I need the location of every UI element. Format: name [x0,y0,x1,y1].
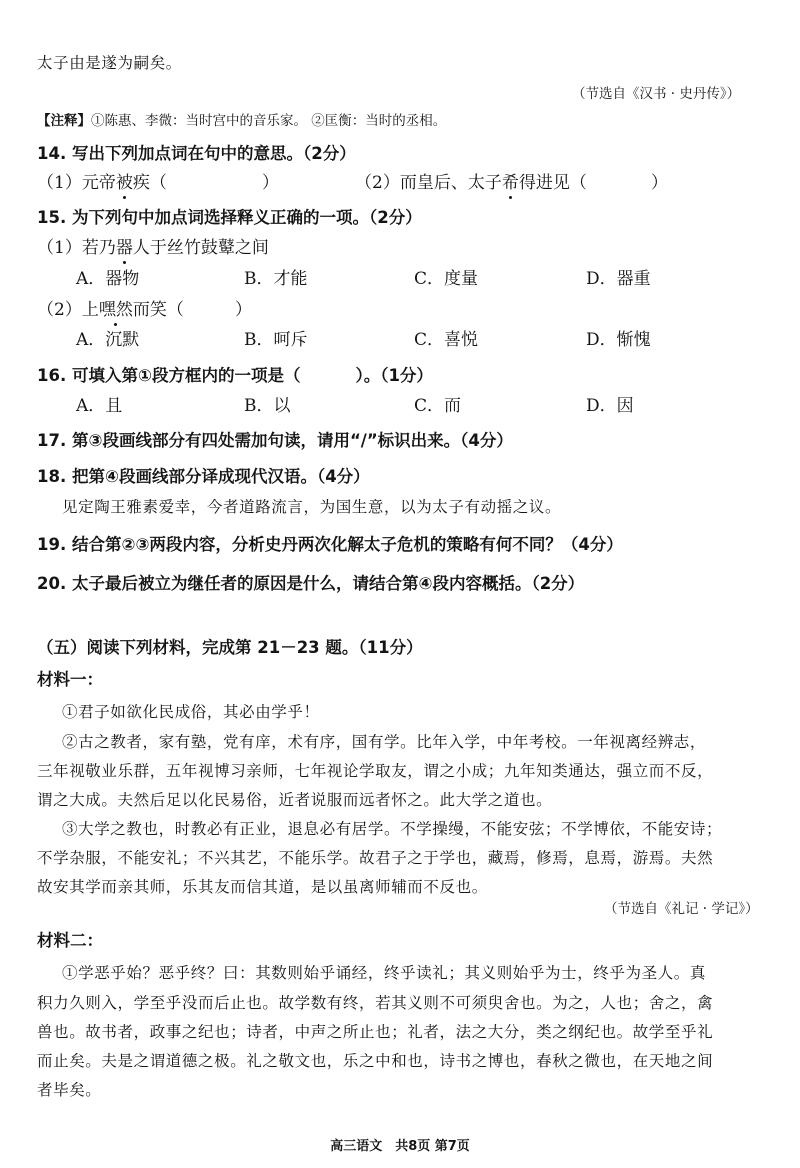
material-2-line: 者毕矣。 [37,1081,102,1099]
question-16-stem [37,365,433,387]
q15-s2-option-a[interactable]: A．沉默 [76,330,140,350]
q15-s2-option-d[interactable]: D．惭愧 [586,330,651,350]
question-19-stem: 19. 结合第②③两段内容，分析史丹两次化解太子危机的策略有何不同？（4分） [37,535,623,554]
question-14-part-2 [355,172,587,194]
question-15-stem: 15. 为下列句中加点词选择释义正确的一项。（2分） [37,208,422,227]
material-1-line: 谓之大成。夫然后足以化民易俗，近者说服而远者怀之。此大学之道也。 [37,791,553,809]
q15-s2-pre: （2）上 [37,300,99,320]
passage-end-line: 太子由是遂为嗣矣。 [37,54,182,72]
q15-s1-post: 人于丝竹鼓鼙之间 [132,238,269,258]
material-2-line: 积力久则入，学至乎没而后止也。故学数有终，若其义则不可须臾舍也。为之，人也；舍之，禽 [37,994,714,1012]
q14-p2-answer-close[interactable]: ） [651,173,668,193]
q15-s1-option-d[interactable]: D．器重 [586,269,651,289]
material-1-line: ②古之教者，家有塾，党有庠，术有序，国有学。比年入学，中年考校。一年视离经辨志， [62,733,707,751]
q14-p1-post: 疾（ [132,173,167,193]
annotation-note [37,110,446,132]
q14-p2-post: 得进见（ [518,173,587,193]
q16-stem-post: ）。（1分） [355,366,433,385]
q15-s1-option-c[interactable]: C．度量 [414,269,479,289]
material-1-source: （节选自《礼记 · 学记》） [604,901,759,917]
page-footer: 高三语文 共8页 第7页 [330,1139,470,1154]
question-15-sub-2 [37,299,184,321]
q16-option-c[interactable]: C．而 [414,396,462,416]
q15-s2-option-c[interactable]: C．喜悦 [414,330,479,350]
q16-option-d[interactable]: D．因 [586,396,634,416]
material-2-line: ①学恶乎始？恶乎终？曰：其数则始乎诵经，终乎读礼；其义则始乎为士，终乎为圣人。真 [62,964,707,982]
q14-p1-pre: （1）元帝 [37,173,116,193]
q15-s1-option-a[interactable]: A．器物 [76,269,140,289]
material-1-line: ③大学之教也，时教必有正业，退息必有居学。不学操缦，不能安弦；不学博依，不能安诗； [62,820,723,838]
q15-s2-marked-word: 嘿然 [98,300,133,320]
section-5-heading: （五）阅读下列材料，完成第 21－23 题。（11分） [37,638,423,657]
q15-s1-pre: （1）若乃 [37,238,116,258]
note-text: ①陈惠、李微：当时宫中的音乐家。 ②匡衡：当时的丞相。 [91,113,447,129]
q15-s2-answer-close[interactable]: ） [235,300,252,320]
q16-option-b[interactable]: B．以 [244,396,291,416]
q16-stem-pre: 16. 可填入第①段方框内的一项是（ [37,366,301,385]
q14-p2-pre: （2）而皇后、太子 [355,173,502,193]
question-14-stem: 14. 写出下列加点词在句中的意思。（2分） [37,144,356,163]
q15-s2-post: 而笑（ [132,300,184,320]
q14-p2-marked-word: 希 [501,173,519,193]
q15-s1-option-b[interactable]: B．才能 [244,269,308,289]
q14-p1-marked-word: 被 [115,173,133,193]
material-1-line: 三年视敬业乐群，五年视博习亲师，七年视论学取友，谓之小成；九年知类通达，强立而不反， [37,762,714,780]
material-1-line: 不学杂服，不能安礼；不兴其艺，不能乐学。故君子之于学也，藏焉，修焉，息焉，游焉。夫然 [37,849,714,867]
q15-s1-marked-word: 器 [115,238,133,258]
question-18-stem: 18. 把第④段画线部分译成现代汉语。（4分） [37,467,370,486]
question-17-stem: 17. 第③段画线部分有四处需加句读，请用“/”标识出来。（4分） [37,431,513,450]
material-1-line: ①君子如欲化民成俗，其必由学乎！ [62,703,320,721]
note-tag: 【注释】 [37,113,91,129]
question-18-text: 见定陶王雅素爱幸，今者道路流言，为国生意，以为太子有动摇之议。 [62,498,562,516]
question-14-part-1 [37,172,167,194]
material-1-line: 故安其学而亲其师，乐其友而信其道，是以虽离师辅而不反也。 [37,878,488,896]
material-1-label: 材料一： [37,670,103,689]
q15-s2-option-b[interactable]: B．呵斥 [244,330,308,350]
material-2-line: 而止矣。夫是之谓道德之极。礼之敬文也，乐之中和也，诗书之博也，春秋之微也，在天地之间 [37,1052,714,1070]
question-15-sub-1 [37,237,269,259]
material-2-line: 兽也。故书者，政事之纪也；诗者，中声之所止也；礼者，法之大分，类之纲纪也。故学至乎礼 [37,1023,714,1041]
passage-source: （节选自《汉书 · 史丹传》） [572,86,741,102]
material-2-label: 材料二： [37,931,103,950]
q16-option-a[interactable]: A．且 [76,396,123,416]
question-20-stem: 20. 太子最后被立为继任者的原因是什么，请结合第④段内容概括。（2分） [37,574,585,593]
q14-p1-answer-close[interactable]: ） [262,173,279,193]
